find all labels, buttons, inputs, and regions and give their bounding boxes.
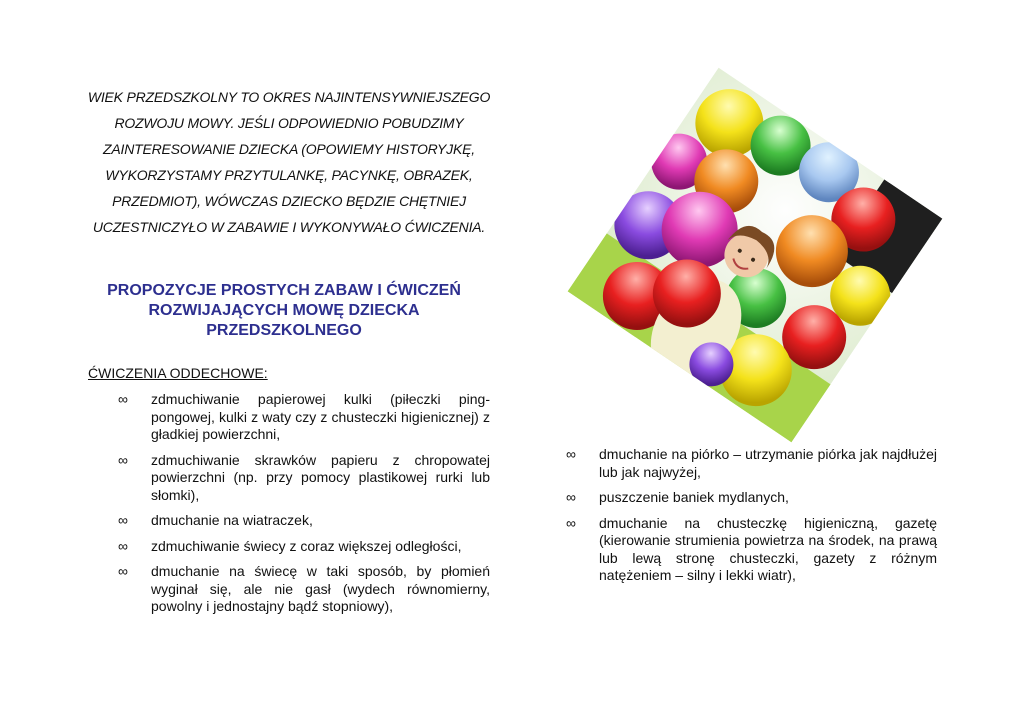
list-item-text: zdmuchiwanie świecy z coraz większej odległości, — [151, 537, 462, 554]
list-item — [118, 538, 490, 556]
infinity-bullet-icon: ∞ — [118, 537, 128, 554]
heading-line: PROPOZYCJE PROSTYCH ZABAW I ĆWICZEŃ — [107, 282, 461, 299]
intro-paragraph — [84, 84, 494, 240]
intro-line: WIEK PRZEDSZKOLNY TO OKRES NAJINTENSYWNIEJSZEGO — [87, 89, 491, 105]
list-item — [566, 515, 937, 585]
infinity-bullet-icon: ∞ — [566, 514, 576, 531]
heading-line: PRZEDSZKOLNEGO — [206, 322, 362, 339]
list-item — [566, 489, 937, 507]
list-item-text: dmuchanie na piórko – utrzymanie piórka jak najdłużej lub jak najwyżej, — [599, 446, 937, 480]
list-item — [118, 391, 490, 444]
balloons-photo — [568, 68, 943, 443]
intro-line: ROZWOJU MOWY. JEŚLI ODPOWIEDNIO POBUDZIMY — [114, 115, 464, 131]
infinity-bullet-icon: ∞ — [566, 446, 576, 462]
infinity-bullet-icon: ∞ — [118, 391, 128, 407]
intro-line: PRZEDMIOT), WÓWCZAS DZIECKO BĘDZIE CHĘTNIEJ — [112, 193, 466, 209]
list-item — [566, 446, 937, 481]
intro-line: WYKORZYSTAMY PRZYTULANKĘ, PACYNKĘ, OBRAZEK, — [105, 167, 473, 183]
list-item — [118, 452, 490, 505]
intro-line: ZAINTERESOWANIE DZIECKA (OPOWIEMY HISTORYJKĘ, — [103, 141, 475, 157]
infinity-bullet-icon: ∞ — [118, 512, 128, 528]
list-item-text: dmuchanie na wiatraczek, — [151, 512, 313, 528]
heading-line: ROZWIJAJĄCYCH MOWĘ DZIECKA — [148, 302, 420, 319]
list-item-text: zdmuchiwanie papierowej kulki (piłeczki ping-pongowej, kulki z waty czy z chusteczki higienicznej) z gładkiej powierzchni, — [151, 391, 490, 442]
section-heading — [84, 281, 484, 341]
breathing-exercises-title: ĆWICZENIA ODDECHOWE: — [88, 365, 268, 381]
list-item — [118, 563, 490, 616]
exercise-list-right — [566, 446, 937, 593]
balloons-illustration — [568, 68, 943, 443]
infinity-bullet-icon: ∞ — [118, 563, 128, 579]
infinity-bullet-icon: ∞ — [566, 489, 576, 505]
infinity-bullet-icon: ∞ — [118, 451, 128, 468]
intro-line: UCZESTNICZYŁO W ZABAWIE I WYKONYWAŁO ĆWICZENIA. — [92, 219, 486, 235]
list-item-text: dmuchanie na świecę w taki sposób, by płomień wyginał się, ale nie gasł (wydech równomierny, powolny i jednostajny bądź stopniowy), — [151, 563, 490, 614]
list-item-text: puszczenie baniek mydlanych, — [599, 489, 789, 505]
list-item-text: dmuchanie na chusteczkę higieniczną, gazetę (kierowanie strumienia powietrza na środek, na prawą lub lewą stronę chusteczki, gazety z różnym natężeniem – silny i lekki wiatr), — [599, 514, 937, 583]
list-item — [118, 512, 490, 530]
list-item-text: zdmuchiwanie skrawków papieru z chropowatej powierzchni (np. przy pomocy plastikowej rurki lub słomki), — [151, 451, 490, 503]
exercise-list-left — [118, 391, 490, 624]
